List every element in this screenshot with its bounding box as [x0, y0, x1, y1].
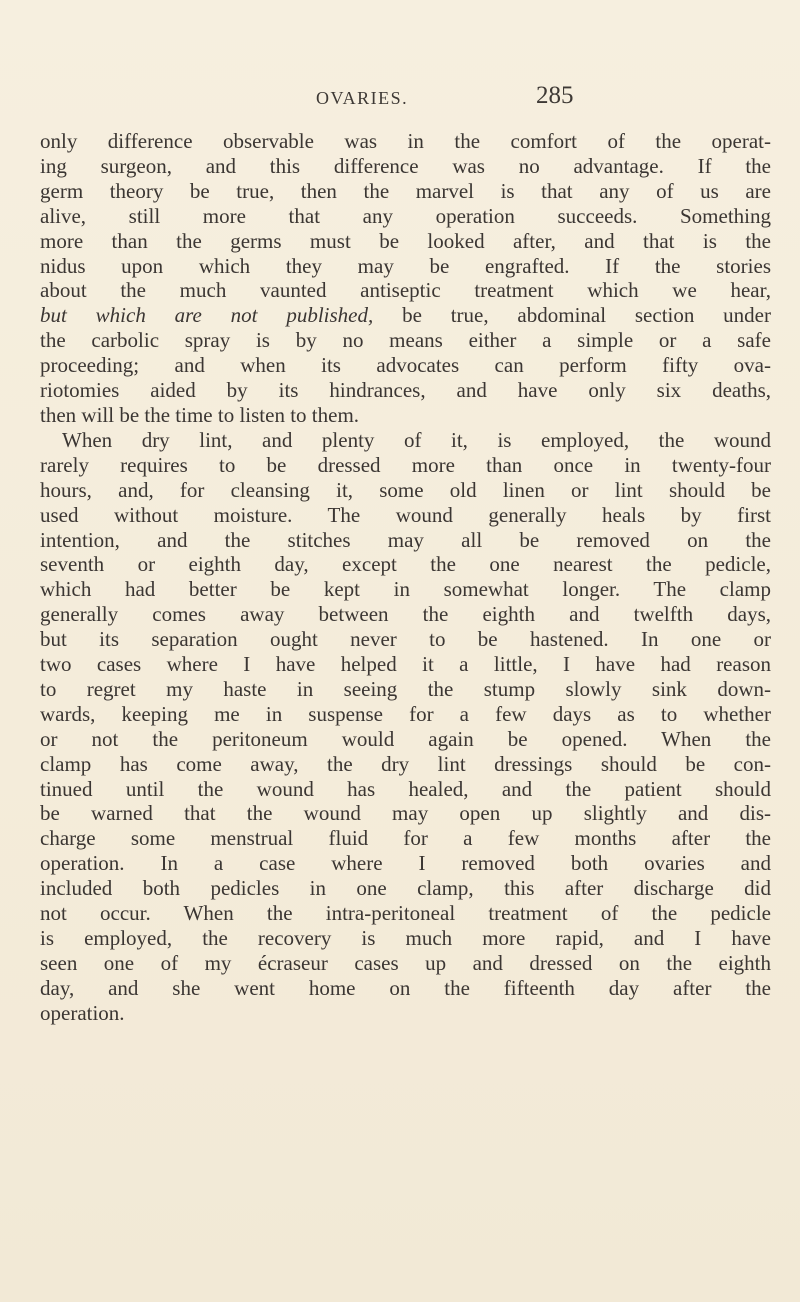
text-line: rarely requires to be dressed more than once in twenty-four: [40, 452, 771, 477]
text-line: not occur. When the intra-peritoneal treatment of the pedicle: [40, 901, 771, 926]
page-number: 285: [536, 82, 574, 109]
text-line: more than the germs must be looked after, and that is the: [40, 228, 771, 253]
text-line: generally comes away between the eighth and twelfth days,: [40, 602, 771, 627]
paragraph-first-line: When dry lint, and plenty of it, is employed, the wound: [62, 427, 771, 452]
text-line: seventh or eighth day, except the one nearest the pedicle,: [40, 552, 771, 577]
text-line: charge some menstrual fluid for a few months after the: [40, 826, 771, 851]
text-line: about the much vaunted antiseptic treatment which we hear,: [40, 278, 771, 303]
text-line: used without moisture. The wound generally heals by first: [40, 502, 771, 527]
text-line-mixed: [40, 303, 771, 328]
text-line: hours, and, for cleansing it, some old linen or lint should be: [40, 477, 771, 502]
text-line: tinued until the wound has healed, and the patient should: [40, 776, 771, 801]
page-header: [0, 82, 800, 116]
text-line: which had better be kept in somewhat longer. The clamp: [40, 577, 771, 602]
text-fragment: be true, abdominal section under: [402, 303, 771, 328]
text-line: clamp has come away, the dry lint dressings should be con-: [40, 751, 771, 776]
text-line: ing surgeon, and this difference was no advantage. If the: [40, 153, 771, 178]
text-line: intention, and the stitches may all be removed on the: [40, 527, 771, 552]
text-line: then will be the time to listen to them.: [40, 402, 360, 427]
text-line: or not the peritoneum would again be opened. When the: [40, 726, 771, 751]
text-line: alive, still more that any operation succeeds. Something: [40, 203, 771, 228]
text-line: germ theory be true, then the marvel is that any of us are: [40, 178, 771, 203]
text-line: only difference observable was in the comfort of the operat-: [40, 129, 771, 153]
text-line: seen one of my écraseur cases up and dressed on the eighth: [40, 950, 771, 975]
text-line: to regret my haste in seeing the stump slowly sink down-: [40, 676, 771, 701]
body-text: [40, 129, 771, 1026]
text-line: is employed, the recovery is much more rapid, and I have: [40, 926, 771, 950]
text-line: operation. In a case where I removed both ovaries and: [40, 851, 771, 876]
text-line: proceeding; and when its advocates can perform fifty ova-: [40, 353, 771, 378]
text-line: the carbolic spray is by no means either a simple or a safe: [40, 328, 771, 353]
text-line: be warned that the wound may open up slightly and dis-: [40, 801, 771, 826]
italic-phrase: but which are not published,: [40, 303, 374, 328]
text-line: operation.: [40, 1000, 125, 1025]
text-line: but its separation ought never to be hastened. In one or: [40, 627, 771, 652]
text-line: included both pedicles in one clamp, this after discharge did: [40, 876, 771, 901]
text-line: wards, keeping me in suspense for a few days as to whether: [40, 701, 771, 726]
running-head: OVARIES.: [316, 88, 409, 108]
text-line: nidus upon which they may be engrafted. If the stories: [40, 253, 771, 278]
text-line: day, and she went home on the fifteenth day after the: [40, 975, 771, 1000]
text-line: two cases where I have helped it a little, I have had reason: [40, 652, 771, 677]
text-line: riotomies aided by its hindrances, and have only six deaths,: [40, 378, 771, 403]
